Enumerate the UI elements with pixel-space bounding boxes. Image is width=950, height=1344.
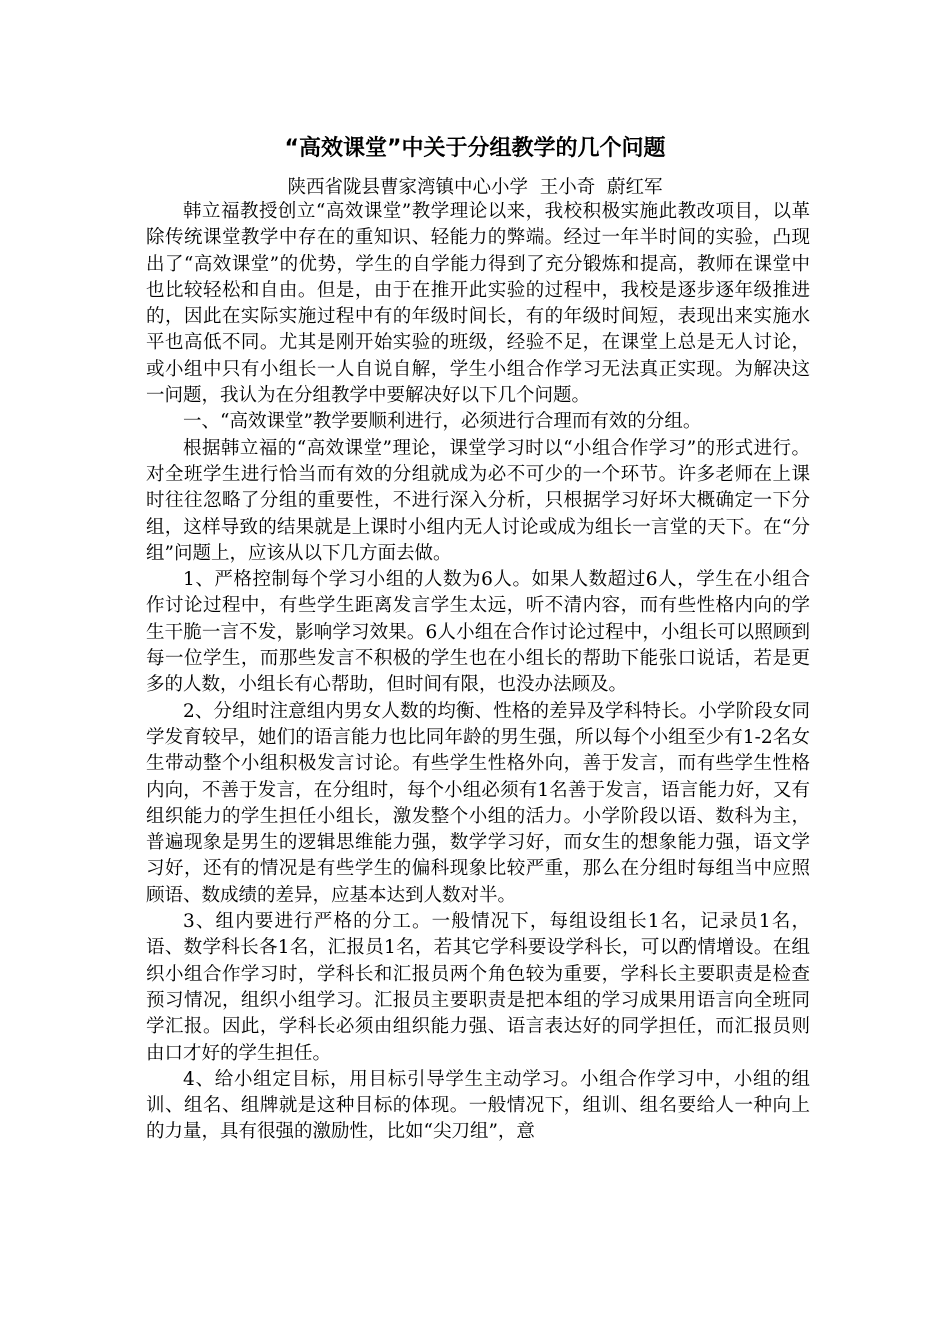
document-title: “高效课堂”中关于分组教学的几个问题 [284,136,666,161]
author-line: 陕西省陇县曹家湾镇中心小学 王小奇 蔚红军 [287,177,663,198]
paragraph-point-3: 3、组内要进行严格的分工。一般情况下，每组设组长1名，记录员1名，语、数学科长各1名，汇报员1名，若其它学科要设学科长，可以酌情增设。在组织小组合作学习时，学科长和汇报员两个角色较为重要，学科长主要职责是检查预习情况，组织小组学习。汇报员主要职责是把本组的学习成果用语言向全班同学汇报。因此，学科长必须由组织能力强、语言表达好的同学担任，而汇报员则由口才好的学生担任。 [146,911,810,1064]
paragraph-point-2: 2、分组时注意组内男女人数的均衡、性格的差异及学科特长。小学阶段女同学发育较早，她们的语言能力也比同年龄的男生强，所以每个小组至少有1-2名女生带动整个小组积极发言讨论。有些学生性格外向，善于发言，而有些学生性格内向，不善于发言，在分组时，每个小组必须有1名善于发言，语言能力好，又有组织能力的学生担任小组长，激发整个小组的活力。小学阶段以语、数科为主，普遍现象是男生的逻辑思维能力强，数学学习好，而女生的想象能力强，语文学习好，还有的情况是有些学生的偏科现象比较严重，那么在分组时每组当中应照顾语、数成绩的差异，应基本达到人数对半。 [146,700,810,906]
paragraph-section-1-body: 根据韩立福的“高效课堂”理论，课堂学习时以“小组合作学习”的形式进行。对全班学生进行恰当而有效的分组就成为必不可少的一个环节。许多老师在上课时往往忽略了分组的重要性，不进行深入分析，只根据学习好坏大概确定一下分组，这样导致的结果就是上课时小组内无人讨论或成为组长一言堂的天下。在“分组”问题上，应该从以下几方面去做。 [146,437,810,564]
document-body [146,199,810,1146]
paragraph-point-4: 4、给小组定目标，用目标引导学生主动学习。小组合作学习中，小组的组训、组名、组牌就是这种目标的体现。一般情况下，组训、组名要给人一种向上的力量，具有很强的激励性，比如“尖刀组”，意 [146,1068,810,1143]
paragraph-section-1-heading: 一、“高效课堂”教学要顺利进行，必须进行合理而有效的分组。 [183,411,702,433]
paragraph-point-1: 1、严格控制每个学习小组的人数为6人。如果人数超过6人，学生在小组合作讨论过程中，有些学生距离发言学生太远，听不清内容，而有些性格内向的学生干脆一言不发，影响学习效果。6人小组在合作讨论过程中，小组长可以照顾到每一位学生，而那些发言不积极的学生也在小组长的帮助下能张口说话，若是更多的人数，小组长有心帮助，但时间有限，也没办法顾及。 [146,569,810,696]
paragraph-intro: 韩立福教授创立“高效课堂”教学理论以来，我校积极实施此教改项目，以革除传统课堂教学中存在的重知识、轻能力的弊端。经过一年半时间的实验，凸现出了“高效课堂”的优势，学生的自学能力得到了充分锻炼和提高，教师在课堂中也比较轻松和自由。但是，由于在推开此实验的过程中，我校是逐步逐年级推进的，因此在实际实施过程中有的年级时间长，有的年级时间短，表现出来实施水平也高低不同。尤其是刚开始实验的班级，经验不足，在课堂上总是无人讨论，或小组中只有小组长一人自说自解，学生小组合作学习无法真正实现。为解决这一问题，我认为在分组教学中要解决好以下几个问题。 [146,201,810,407]
